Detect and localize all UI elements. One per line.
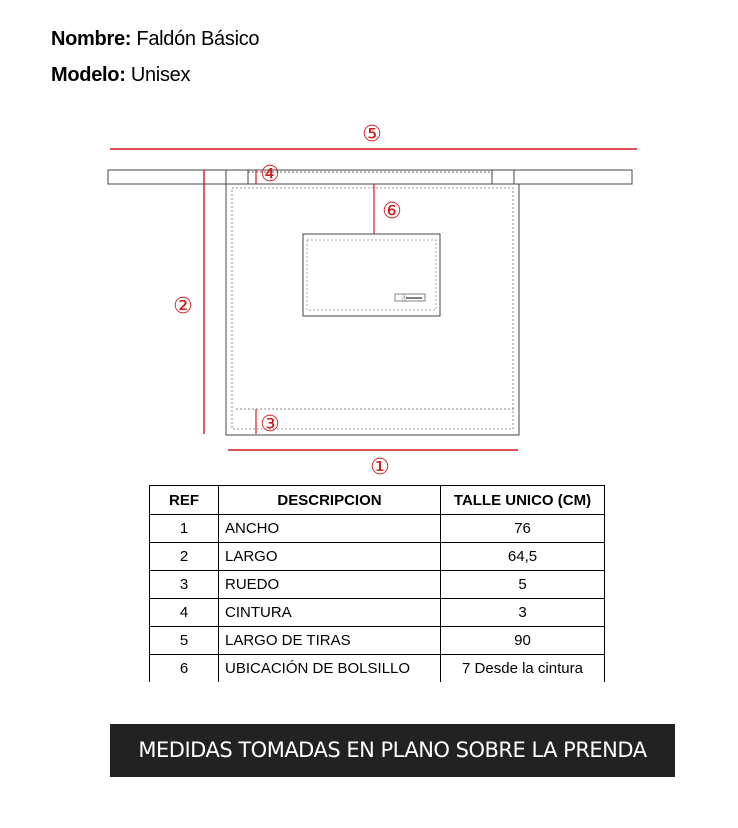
table-row [150, 515, 605, 543]
callout-5: ⑤ [362, 122, 382, 147]
row-desc: LARGO [219, 543, 441, 571]
col-header-ref: REF [150, 486, 219, 515]
table-row [150, 599, 605, 627]
callout-1: ① [370, 455, 390, 480]
product-model-value: Unisex [130, 64, 191, 86]
row-value: 76 [441, 515, 605, 543]
row-value: 64,5 [441, 543, 605, 571]
table-row [150, 543, 605, 571]
pocket [303, 234, 440, 316]
col-header-talle: TALLE UNICO (CM) [441, 486, 605, 515]
table-row [150, 571, 605, 599]
row-ref: 2 [150, 543, 219, 571]
row-ref: 4 [150, 599, 219, 627]
row-desc: UBICACIÓN DE BOLSILLO [219, 655, 441, 683]
callout-3: ③ [260, 412, 280, 437]
table-row [150, 627, 605, 655]
row-value: 7 Desde la cintura [441, 655, 605, 683]
measurements-table [149, 485, 605, 682]
product-model-label: Modelo: [51, 64, 126, 86]
row-value: 5 [441, 571, 605, 599]
row-desc: ANCHO [219, 515, 441, 543]
row-ref: 1 [150, 515, 219, 543]
row-desc: RUEDO [219, 571, 441, 599]
callout-6: ⑥ [382, 199, 402, 224]
row-ref: 5 [150, 627, 219, 655]
col-header-descripcion: DESCRIPCION [219, 486, 441, 515]
callout-4: ④ [260, 162, 280, 187]
brand-tag-icon: Ⓐ [401, 295, 408, 302]
row-value: 3 [441, 599, 605, 627]
row-desc: CINTURA [219, 599, 441, 627]
product-name-label: Nombre: [51, 28, 132, 50]
measurement-note-banner: MEDIDAS TOMADAS EN PLANO SOBRE LA PRENDA [110, 724, 675, 777]
table-row [150, 655, 605, 683]
row-ref: 3 [150, 571, 219, 599]
row-desc: LARGO DE TIRAS [219, 627, 441, 655]
table-header-row [150, 486, 605, 515]
product-name-value: Faldón Básico [136, 28, 260, 50]
row-value: 90 [441, 627, 605, 655]
row-ref: 6 [150, 655, 219, 683]
callout-2: ② [173, 294, 193, 319]
